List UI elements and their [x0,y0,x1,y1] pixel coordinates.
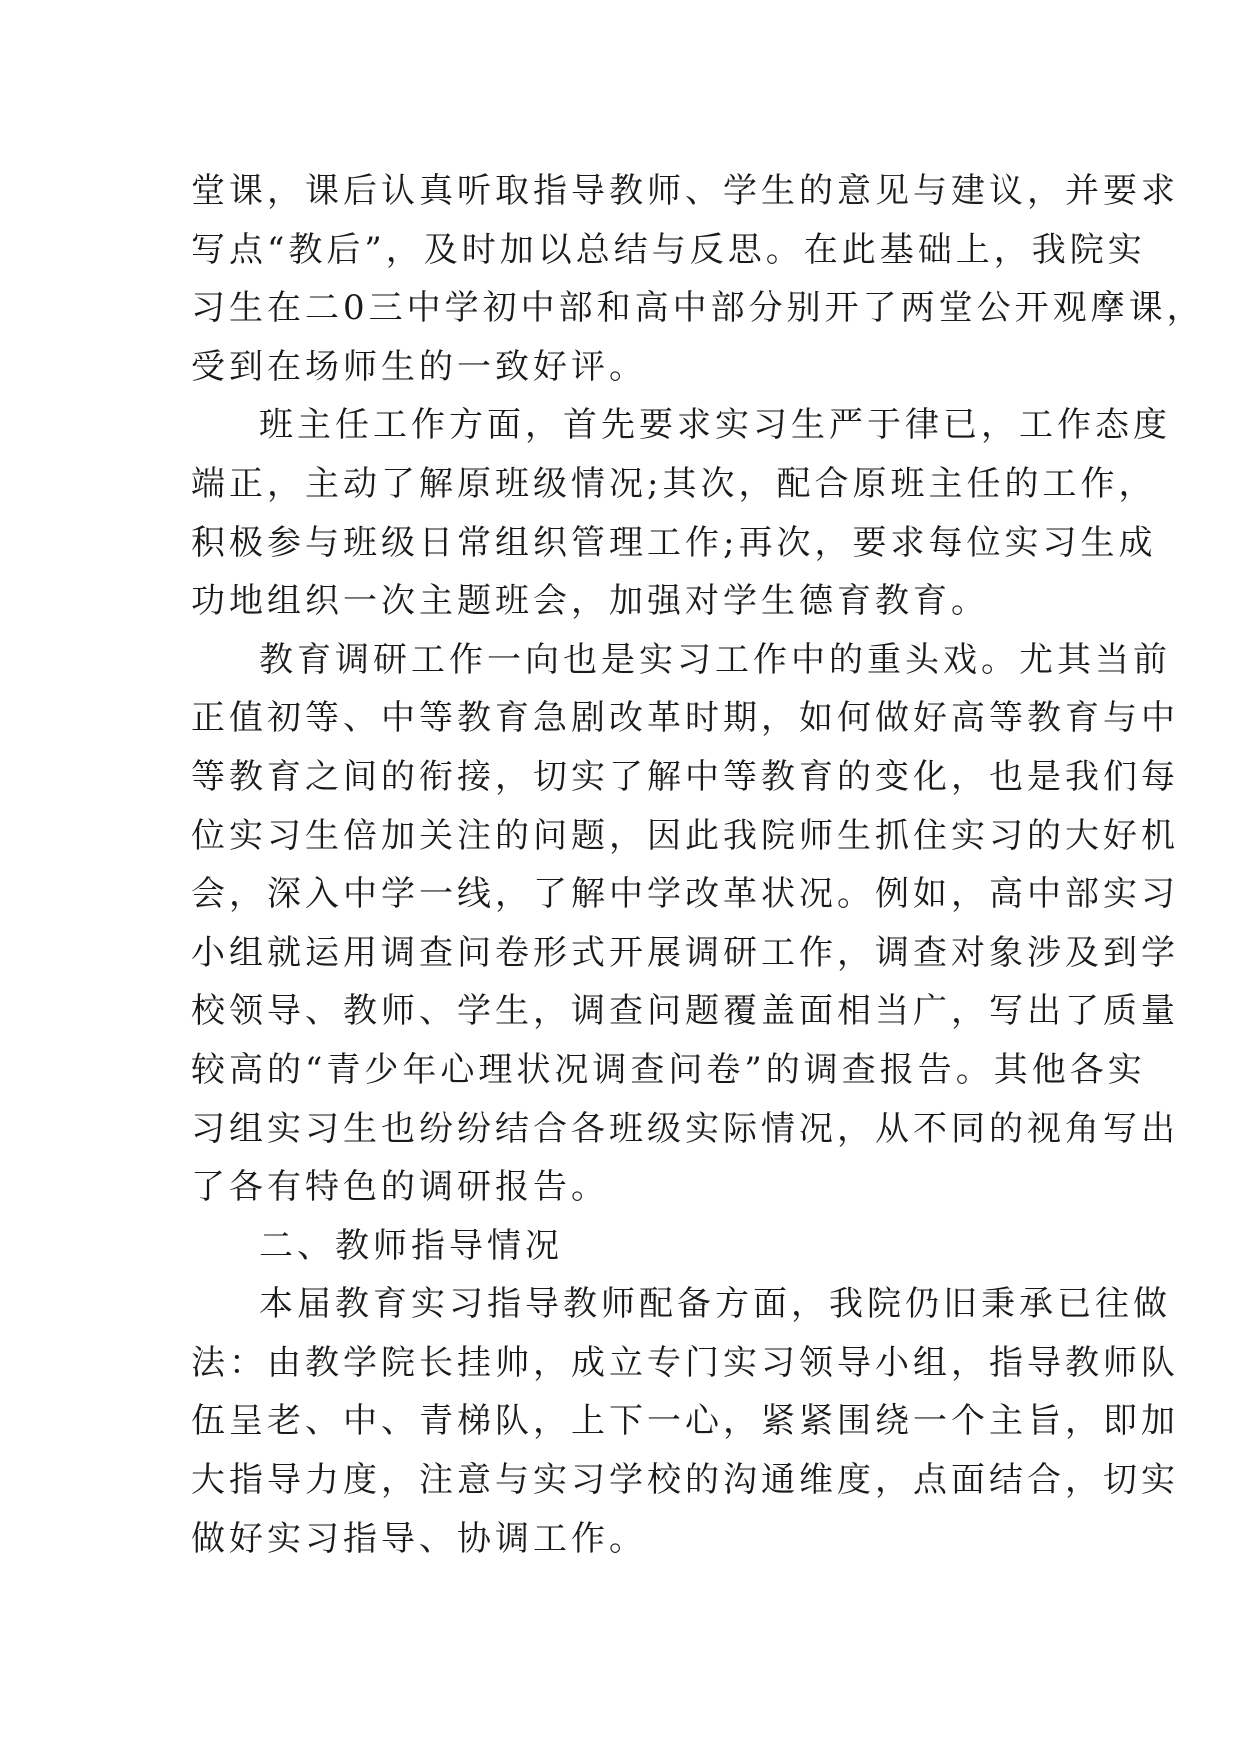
paragraph-first-line: 教育调研工作一向也是实习工作中的重头戏。尤其当前 [259,639,1171,680]
text-line: 法：由教学院长挂帅，成立专门实习领导小组，指导教师队 [191,1342,1179,1383]
text-line: 积极参与班级日常组织管理工作;再次，要求每位实习生成 [191,522,1157,563]
text-line: 校领导、教师、学生，调查问题覆盖面相当广，写出了质量 [191,991,1179,1032]
text-line: 较高的“青少年心理状况调查问卷”的调查报告。其他各实 [191,1049,1146,1090]
text-line: 等教育之间的衔接，切实了解中等教育的变化，也是我们每 [191,756,1179,797]
text-line: 做好实习指导、协调工作。 [191,1518,647,1559]
text-line: 会，深入中学一线，了解中学改革状况。例如，高中部实习 [191,874,1179,915]
text-line: 正值初等、中等教育急剧改革时期，如何做好高等教育与中 [191,698,1179,739]
text-line: 位实习生倍加关注的问题，因此我院师生抓住实习的大好机 [191,815,1179,856]
paragraph-first-line: 班主任工作方面，首先要求实习生严于律已，工作态度 [259,405,1171,446]
text-line: 堂课，课后认真听取指导教师、学生的意见与建议，并要求 [191,171,1179,211]
section-heading: 二、教师指导情况 [259,1225,563,1266]
text-line: 习生在二0三中学初中部和高中部分别开了两堂公开观摩课， [191,288,1205,329]
text-line: 写点“教后”，及时加以总结与反思。在此基础上，我院实 [191,229,1146,270]
text-line: 习组实习生也纷纷结合各班级实际情况，从不同的视角写出 [191,1108,1179,1149]
text-line: 大指导力度，注意与实习学校的沟通维度，点面结合，切实 [191,1460,1179,1501]
text-line: 小组就运用调查问卷形式开展调研工作，调查对象涉及到学 [191,932,1179,973]
body-text [191,162,1205,1568]
text-line: 受到在场师生的一致好评。 [191,346,647,387]
text-line: 功地组织一次主题班会，加强对学生德育教育。 [191,581,989,622]
text-line: 了各有特色的调研报告。 [191,1167,609,1208]
text-line: 伍呈老、中、青梯队，上下一心，紧紧围绕一个主旨，即加 [191,1401,1179,1442]
paragraph-first-line: 本届教育实习指导教师配备方面，我院仍旧秉承已往做 [259,1284,1171,1325]
text-line: 端正，主动了解原班级情况;其次，配合原班主任的工作， [191,463,1157,504]
